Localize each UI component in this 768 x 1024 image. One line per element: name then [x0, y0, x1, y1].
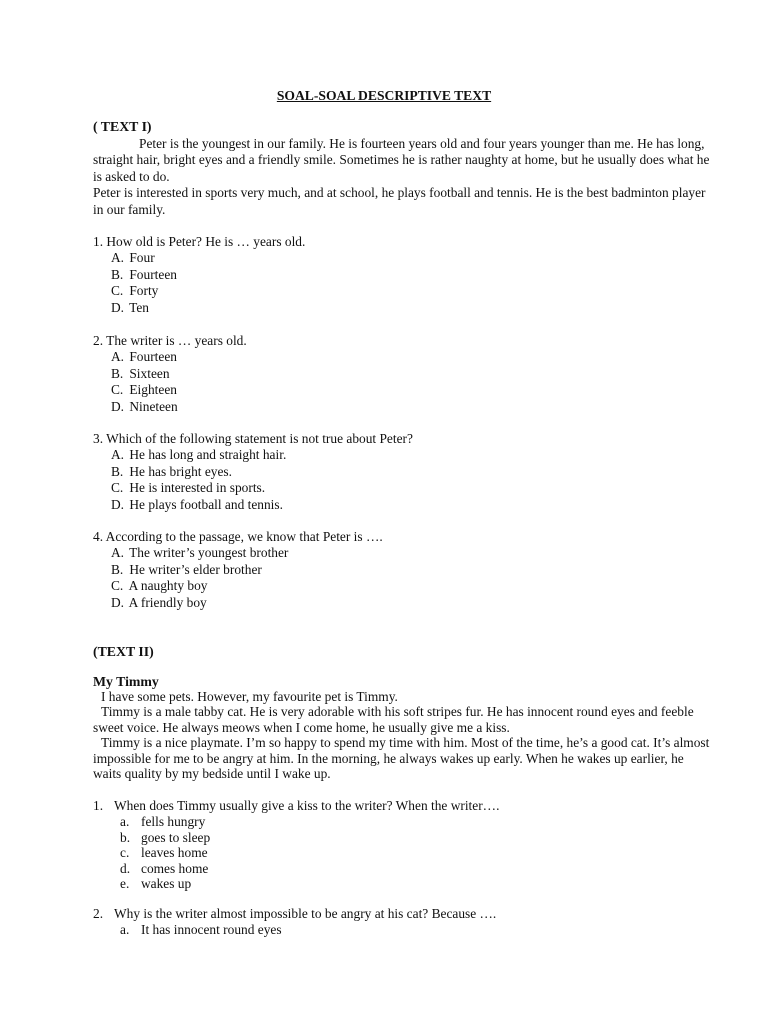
- option: [111, 497, 713, 513]
- option-label: c.: [120, 845, 130, 861]
- option: [111, 382, 713, 398]
- text2-heading: (TEXT II): [93, 644, 154, 659]
- option: [120, 814, 713, 829]
- option-label: B.: [111, 463, 124, 479]
- option: [111, 399, 713, 415]
- question-stem: Why is the writer almost impossible to be angry at his cat? Because ….: [114, 906, 497, 921]
- option-text: Fourteen: [129, 349, 177, 365]
- option-label: B.: [111, 561, 124, 577]
- option-label: A.: [111, 349, 125, 365]
- question-stem: 1. How old is Peter? He is … years old.: [93, 234, 306, 249]
- option-text: leaves home: [141, 845, 208, 861]
- option-list: [93, 250, 713, 316]
- option-label: B.: [111, 365, 124, 381]
- option-text: He plays football and tennis.: [129, 496, 283, 512]
- question-stem-line: [93, 798, 713, 814]
- option-text: Ten: [129, 299, 149, 315]
- option: [111, 447, 713, 463]
- option: [111, 545, 713, 561]
- text2-paragraph-3: Timmy is a nice playmate. I’m so happy to spend my time with him. Most of the time, he’s a good cat. It’s almost impossible for me to be angry at him. In the morning, he always wakes up early. When he wakes up earlier, he waits quality by my bedside until I wake up.: [93, 735, 710, 782]
- option-text: Sixteen: [129, 365, 170, 381]
- option: [120, 845, 713, 860]
- option-label: A.: [111, 250, 125, 266]
- option-label: A.: [111, 447, 125, 463]
- option-label: B.: [111, 266, 124, 282]
- option: [111, 464, 713, 480]
- text1-passage: [93, 136, 713, 218]
- option-text: Fourteen: [129, 266, 177, 282]
- option-text: A friendly boy: [128, 594, 207, 610]
- option-label: C.: [111, 480, 124, 496]
- option-label: D.: [111, 299, 125, 315]
- text1-question-3: [93, 431, 713, 513]
- option-text: fells hungry: [141, 814, 206, 830]
- option-label: A.: [111, 545, 125, 561]
- question-stem: 4. According to the passage, we know that Peter is ….: [93, 529, 383, 544]
- option: [120, 861, 713, 876]
- option-list: [93, 814, 713, 891]
- option-text: goes to sleep: [141, 829, 211, 845]
- text1-paragraph-2: Peter is interested in sports very much, and at school, he plays football and tennis. He is the best badminton player in our family.: [93, 185, 706, 217]
- option-text: He is interested in sports.: [129, 480, 266, 496]
- question-stem: When does Timmy usually give a kiss to the writer? When the writer….: [114, 798, 500, 813]
- question-number: 2.: [93, 906, 104, 921]
- text2-passage: [93, 689, 713, 781]
- option-label: C.: [111, 382, 124, 398]
- option-label: C.: [111, 283, 124, 299]
- option: [120, 922, 713, 937]
- option-text: The writer’s youngest brother: [129, 545, 289, 561]
- text2-paragraph-2: Timmy is a male tabby cat. He is very adorable with his soft stripes fur. He has innocent round eyes and feeble sweet voice. He always meows when I come home, he usually give me a kiss.: [93, 704, 694, 735]
- question-stem-line: [93, 906, 713, 922]
- question-stem: 3. Which of the following statement is not true about Peter?: [93, 431, 413, 446]
- option: [111, 349, 713, 365]
- question-number: 1.: [93, 798, 104, 813]
- option: [111, 480, 713, 496]
- option-label: D.: [111, 398, 125, 414]
- option: [111, 283, 713, 299]
- option-label: a.: [120, 922, 130, 938]
- text2-question-1: [93, 798, 713, 891]
- option-text: He has bright eyes.: [129, 463, 232, 479]
- option-list: [93, 545, 713, 611]
- option: [111, 562, 713, 578]
- option-list: [93, 349, 713, 415]
- option-text: A naughty boy: [128, 578, 208, 594]
- option-label: a.: [120, 814, 130, 830]
- option-text: Forty: [129, 283, 159, 299]
- text2-paragraph-1: I have some pets. However, my favourite pet is Timmy.: [101, 689, 398, 704]
- text1-question-4: [93, 529, 713, 611]
- option-label: d.: [120, 860, 131, 876]
- option-text: It has innocent round eyes: [141, 922, 282, 938]
- option-label: D.: [111, 594, 125, 610]
- question-stem: 2. The writer is … years old.: [93, 333, 247, 348]
- option: [120, 876, 713, 891]
- option-label: b.: [120, 829, 131, 845]
- option-label: e.: [120, 876, 130, 892]
- option-text: wakes up: [141, 876, 192, 892]
- option: [111, 366, 713, 382]
- option-text: He writer’s elder brother: [129, 561, 262, 577]
- option-list: [93, 447, 713, 513]
- text1-question-2: [93, 333, 713, 415]
- text1-heading: ( TEXT I): [93, 119, 152, 134]
- text1-question-1: [93, 234, 713, 316]
- option-text: comes home: [141, 860, 209, 876]
- option-text: He has long and straight hair.: [129, 447, 287, 463]
- document-title: SOAL-SOAL DESCRIPTIVE TEXT: [276, 88, 492, 103]
- option: [111, 595, 713, 611]
- option-text: Eighteen: [129, 382, 177, 398]
- text2-question-2: [93, 906, 713, 938]
- text1-paragraph-1: Peter is the youngest in our family. He is fourteen years old and four years younger than me. He has long, straight hair, bright eyes and a friendly smile. Sometimes he is rather naughty at home, but he usually does what he is asked to do.: [93, 136, 710, 184]
- option-text: Nineteen: [129, 398, 178, 414]
- option-label: D.: [111, 496, 125, 512]
- option: [111, 250, 713, 266]
- option: [111, 267, 713, 283]
- option-text: Four: [129, 250, 155, 266]
- option-list: [93, 922, 713, 937]
- option: [111, 300, 713, 316]
- text2-subtitle: My Timmy: [93, 674, 159, 689]
- option-label: C.: [111, 578, 124, 594]
- option: [111, 578, 713, 594]
- option: [120, 830, 713, 845]
